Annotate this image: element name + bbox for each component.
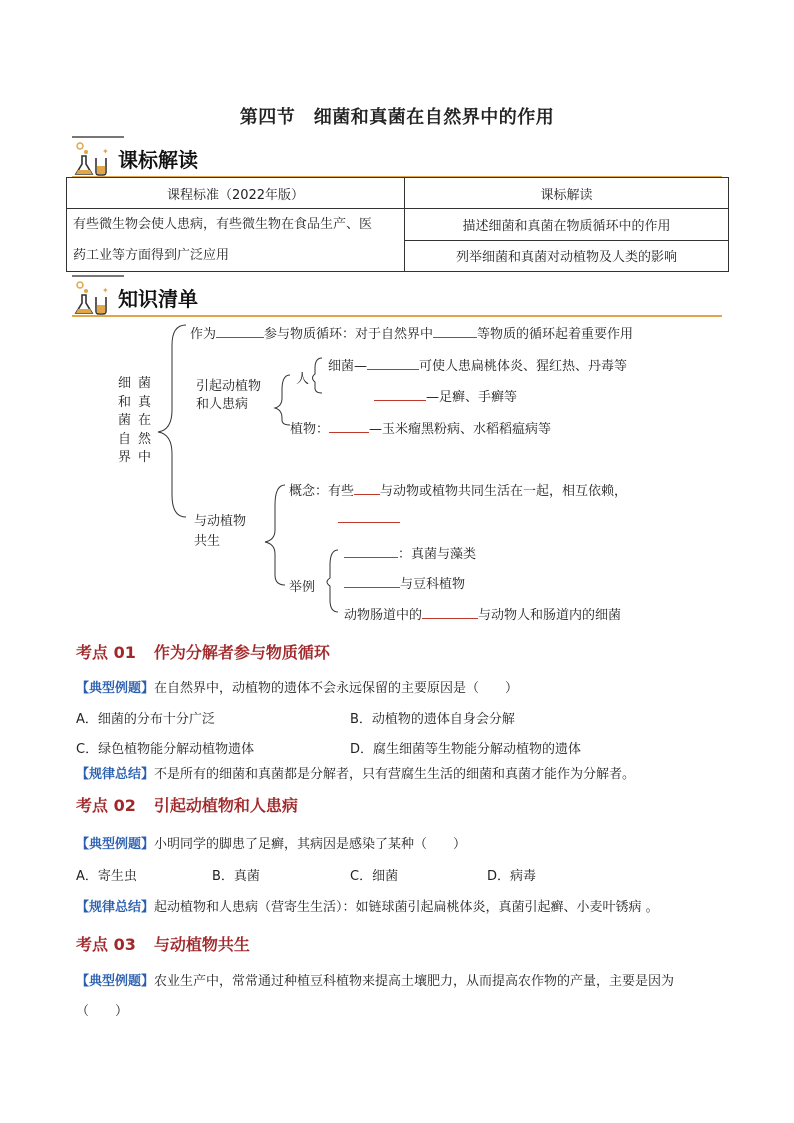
fill-blank	[354, 482, 380, 495]
root-char: 细	[118, 376, 132, 391]
section-label: 知识清单	[118, 287, 198, 311]
table-cell-interp-2: 列举细菌和真菌对动植物及人类的影响	[405, 240, 729, 272]
option-d: D．病毒	[487, 869, 537, 884]
standard-text-line1: 有些微生物会使人患病，有些微生物在食品生产、医	[73, 217, 373, 232]
example-tag: 【典型例题】	[76, 837, 155, 852]
node-example-2	[344, 573, 465, 592]
branch-disease	[196, 378, 261, 414]
section-label: 课标解读	[118, 148, 198, 172]
node-person: 人	[296, 372, 310, 387]
keypoint-title: 与动植物共生	[153, 935, 250, 954]
keypoint-number: 考点 01	[76, 643, 136, 662]
plant-text: —玉米瘤黑粉病、水稻稻瘟病等	[369, 422, 552, 437]
root-char: 自	[118, 431, 132, 447]
fill-blank	[338, 510, 400, 523]
fill-blank	[367, 357, 419, 370]
node-concept-line2	[338, 510, 400, 527]
root-char: 菌	[138, 376, 152, 391]
node-plant	[290, 418, 551, 437]
table-header-interpretation: 课标解读	[405, 178, 729, 209]
question-answer-bracket: （ ）	[76, 1004, 129, 1019]
keypoint1-question	[76, 677, 518, 696]
mindmap-root-col1	[118, 375, 132, 468]
node-example-1	[344, 543, 476, 562]
root-char: 菌	[118, 413, 132, 428]
root-char: 界	[118, 450, 132, 465]
table-cell-interp-1: 描述细菌和真菌在物质循环中的作用	[405, 209, 729, 241]
question-text: 在自然界中，动植物的遗体不会永远保留的主要原因是（ ）	[154, 681, 519, 696]
example2-text: 与豆科植物	[400, 577, 466, 592]
option-b: B．动植物的遗体自身会分解	[350, 712, 515, 727]
svg-text:✦: ✦	[102, 147, 109, 156]
keypoint-title: 引起动植物和人患病	[153, 796, 298, 815]
keypoint2-summary	[76, 896, 659, 915]
option-d: D．腐生细菌等生物能分解动植物的遗体	[350, 742, 582, 757]
fill-blank	[329, 420, 369, 433]
summary-text: 不是所有的细菌和真菌都是分解者，只有营腐生生活的细菌和真菌才能作为分解者。	[154, 767, 636, 782]
branch1-end: 等物质的循环起着重要作用	[477, 327, 634, 342]
option-b: B．真菌	[212, 869, 260, 884]
example-tag: 【典型例题】	[76, 974, 155, 989]
keypoint-title: 作为分解者参与物质循环	[153, 643, 330, 662]
keypoint1-summary	[76, 763, 635, 782]
fill-blank	[374, 388, 426, 401]
branch2-line1: 引起动植物	[196, 379, 262, 394]
node-example-label: 举例	[289, 580, 316, 595]
bacteria-text: 可使人患扁桃体炎、猩红热、丹毒等	[419, 359, 628, 374]
keypoint-heading-1	[76, 640, 330, 663]
keypoint2-question	[76, 833, 466, 852]
example3-prefix: 动物肠道中的	[344, 608, 423, 623]
fill-blank	[422, 606, 478, 619]
branch3-line1: 与动植物	[194, 514, 247, 529]
mindmap-root-col2	[138, 375, 152, 468]
option-c: C．细菌	[350, 869, 399, 884]
option-c: C．绿色植物能分解动植物遗体	[76, 742, 255, 757]
summary-tag: 【规律总结】	[76, 767, 155, 782]
branch1-prefix: 作为	[190, 327, 217, 342]
option-a: A．寄生虫	[76, 869, 137, 884]
fungi-text: —足癣、手癣等	[426, 390, 518, 405]
fill-blank	[433, 325, 477, 338]
root-char: 然	[138, 431, 152, 447]
branch1-text: 参与物质循环：对于自然界中	[264, 327, 434, 342]
root-char: 在	[138, 413, 152, 428]
keypoint-number: 考点 02	[76, 796, 136, 815]
root-char: 和	[118, 394, 132, 410]
example3-text: 与动物人和肠道内的细菌	[478, 608, 622, 623]
option-a: A．细菌的分布十分广泛	[76, 712, 215, 727]
branch2-line2: 和人患病	[196, 397, 249, 412]
page-title: 第四节 细菌和真菌在自然界中的作用	[239, 107, 555, 128]
example-tag: 【典型例题】	[76, 681, 155, 696]
summary-tag: 【规律总结】	[76, 900, 155, 915]
concept-prefix: 概念：有些	[289, 484, 355, 499]
svg-text:✦: ✦	[102, 286, 109, 295]
branch-decomposer	[190, 323, 633, 342]
fill-blank	[344, 545, 398, 558]
keypoint-number: 考点 03	[76, 935, 136, 954]
fill-blank	[344, 575, 400, 588]
table-header-standard: 课程标准（2022年版）	[67, 178, 405, 209]
root-char: 中	[138, 450, 152, 465]
concept-text: 与动物或植物共同生活在一起，相互依赖，	[380, 484, 628, 499]
fill-blank	[216, 325, 264, 338]
question-text: 农业生产中，常常通过种植豆科植物来提高土壤肥力，从而提高农作物的产量，主要是因为	[154, 974, 675, 989]
branch3-line2: 共生	[194, 534, 221, 549]
keypoint3-question	[76, 970, 674, 989]
plant-prefix: 植物：	[290, 422, 330, 437]
node-bacteria	[328, 355, 627, 374]
node-fungi	[374, 386, 517, 405]
node-concept	[289, 480, 627, 499]
branch-symbiosis	[194, 512, 246, 552]
example1-text: ：真菌与藻类	[398, 547, 477, 562]
standard-text-line2: 药工业等方面得到广泛应用	[73, 248, 230, 263]
keypoint-heading-2	[76, 793, 298, 816]
root-char: 真	[138, 394, 152, 410]
keypoint-heading-3	[76, 932, 250, 955]
question-text: 小明同学的脚患了足癣，其病因是感染了某种（ ）	[154, 837, 467, 852]
node-example-3	[344, 604, 621, 623]
bacteria-prefix: 细菌—	[328, 359, 368, 374]
summary-text: 起动植物和人患病（营寄生生活）：如链球菌引起扁桃体炎，真菌引起癣、小麦叶锈病 。	[154, 900, 659, 915]
